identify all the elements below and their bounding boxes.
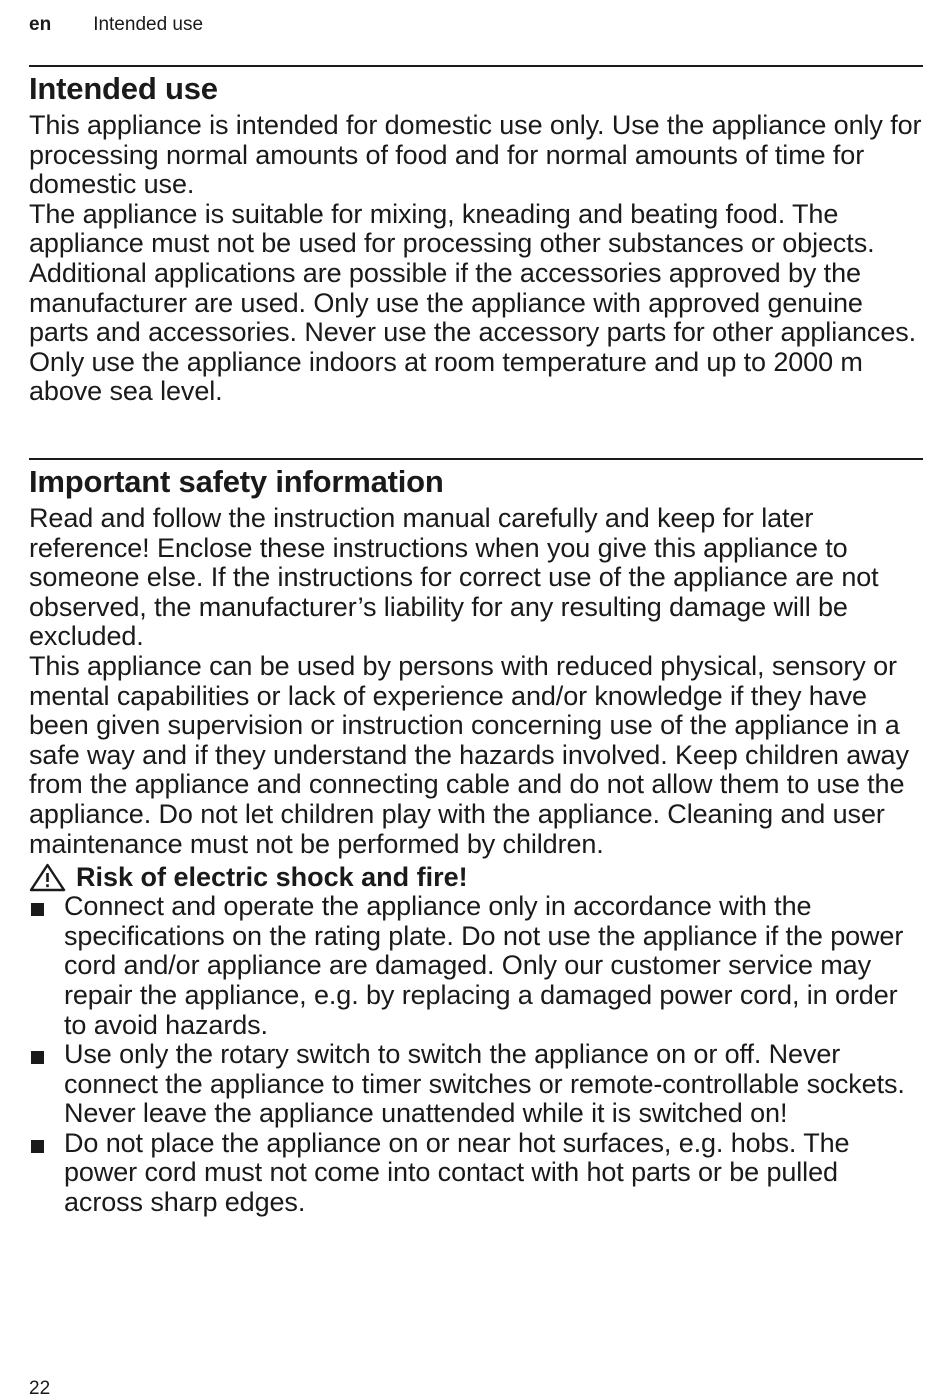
warning-item-text: Do not place the appliance on or near hot surfaces, e.g. hobs. The power cord must not come into contact with hot parts or be pulled across sharp edges. (64, 1127, 850, 1218)
warning-heading (29, 862, 923, 892)
intended-use-paragraph: This appliance is intended for domestic use only. Use the appliance only for processing normal amounts of food and for normal amounts of time for domestic use. (29, 110, 922, 200)
square-bullet-icon (31, 1051, 44, 1064)
square-bullet-icon (31, 1140, 44, 1153)
intended-use-body (29, 111, 923, 407)
warning-title: Risk of electric shock and fire! (76, 862, 468, 893)
page-number: 22 (29, 1378, 51, 1399)
square-bullet-icon (31, 903, 44, 916)
intended-use-paragraph: Only use the appliance indoors at room temperature and up to 2000 m above sea level. (29, 346, 863, 407)
warning-list-item (29, 1040, 923, 1129)
warning-list (29, 892, 923, 1218)
safety-paragraph: This appliance can be used by persons with reduced physical, sensory or mental capabilities or lack of experience and/or knowledge if they have been given supervision or instruction concerning use of the appliance in a safe way and if they understand the hazards involved. Keep children away from the appliance and connecting cable and do not allow them to use the appliance. Do not let children play with the appliance. Cleaning and user maintenance must not be performed by children. (29, 650, 909, 859)
manual-page (29, 0, 923, 1400)
warning-list-item (29, 1129, 923, 1218)
warning-item-text: Use only the rotary switch to switch the appliance on or off. Never connect the appliance to timer switches or remote-controllable sockets. Never leave the appliance unattended while it is switched on! (64, 1039, 905, 1129)
intended-use-heading: Intended use (29, 71, 218, 106)
safety-paragraph: Read and follow the instruction manual carefully and keep for later reference! Enclose these instructions when you give this appliance to someone else. If the instructions for correct use of the appliance are not observed, the manufacturer’s liability for any resulting damage will be excluded. (29, 503, 879, 652)
running-header-title: Intended use (93, 14, 204, 35)
intended-use-paragraph: The appliance is suitable for mixing, kneading and beating food. The appliance must not be used for processing other substances or objects. Additional applications are possible if the accessories approved by the manufacturer are used. Only use the appliance with approved genuine parts and accessories. Never use the accessory parts for other appliances. (29, 198, 917, 348)
safety-heading: Important safety information (29, 464, 444, 499)
warning-item-text: Connect and operate the appliance only in accordance with the specifications on the rating plate. Do not use the appliance if the power cord and/or appliance are damaged. Only our customer service may repair the appliance, e.g. by replacing a damaged power cord, in order to avoid hazards. (64, 891, 904, 1040)
section-divider (29, 65, 923, 67)
intended-use-section (29, 70, 923, 407)
warning-list-item (29, 892, 923, 1040)
language-code: en (29, 14, 52, 35)
warning-triangle-icon (29, 862, 66, 892)
running-header (29, 13, 203, 37)
section-divider (29, 458, 923, 460)
safety-section (29, 463, 923, 1218)
safety-body (29, 504, 923, 859)
